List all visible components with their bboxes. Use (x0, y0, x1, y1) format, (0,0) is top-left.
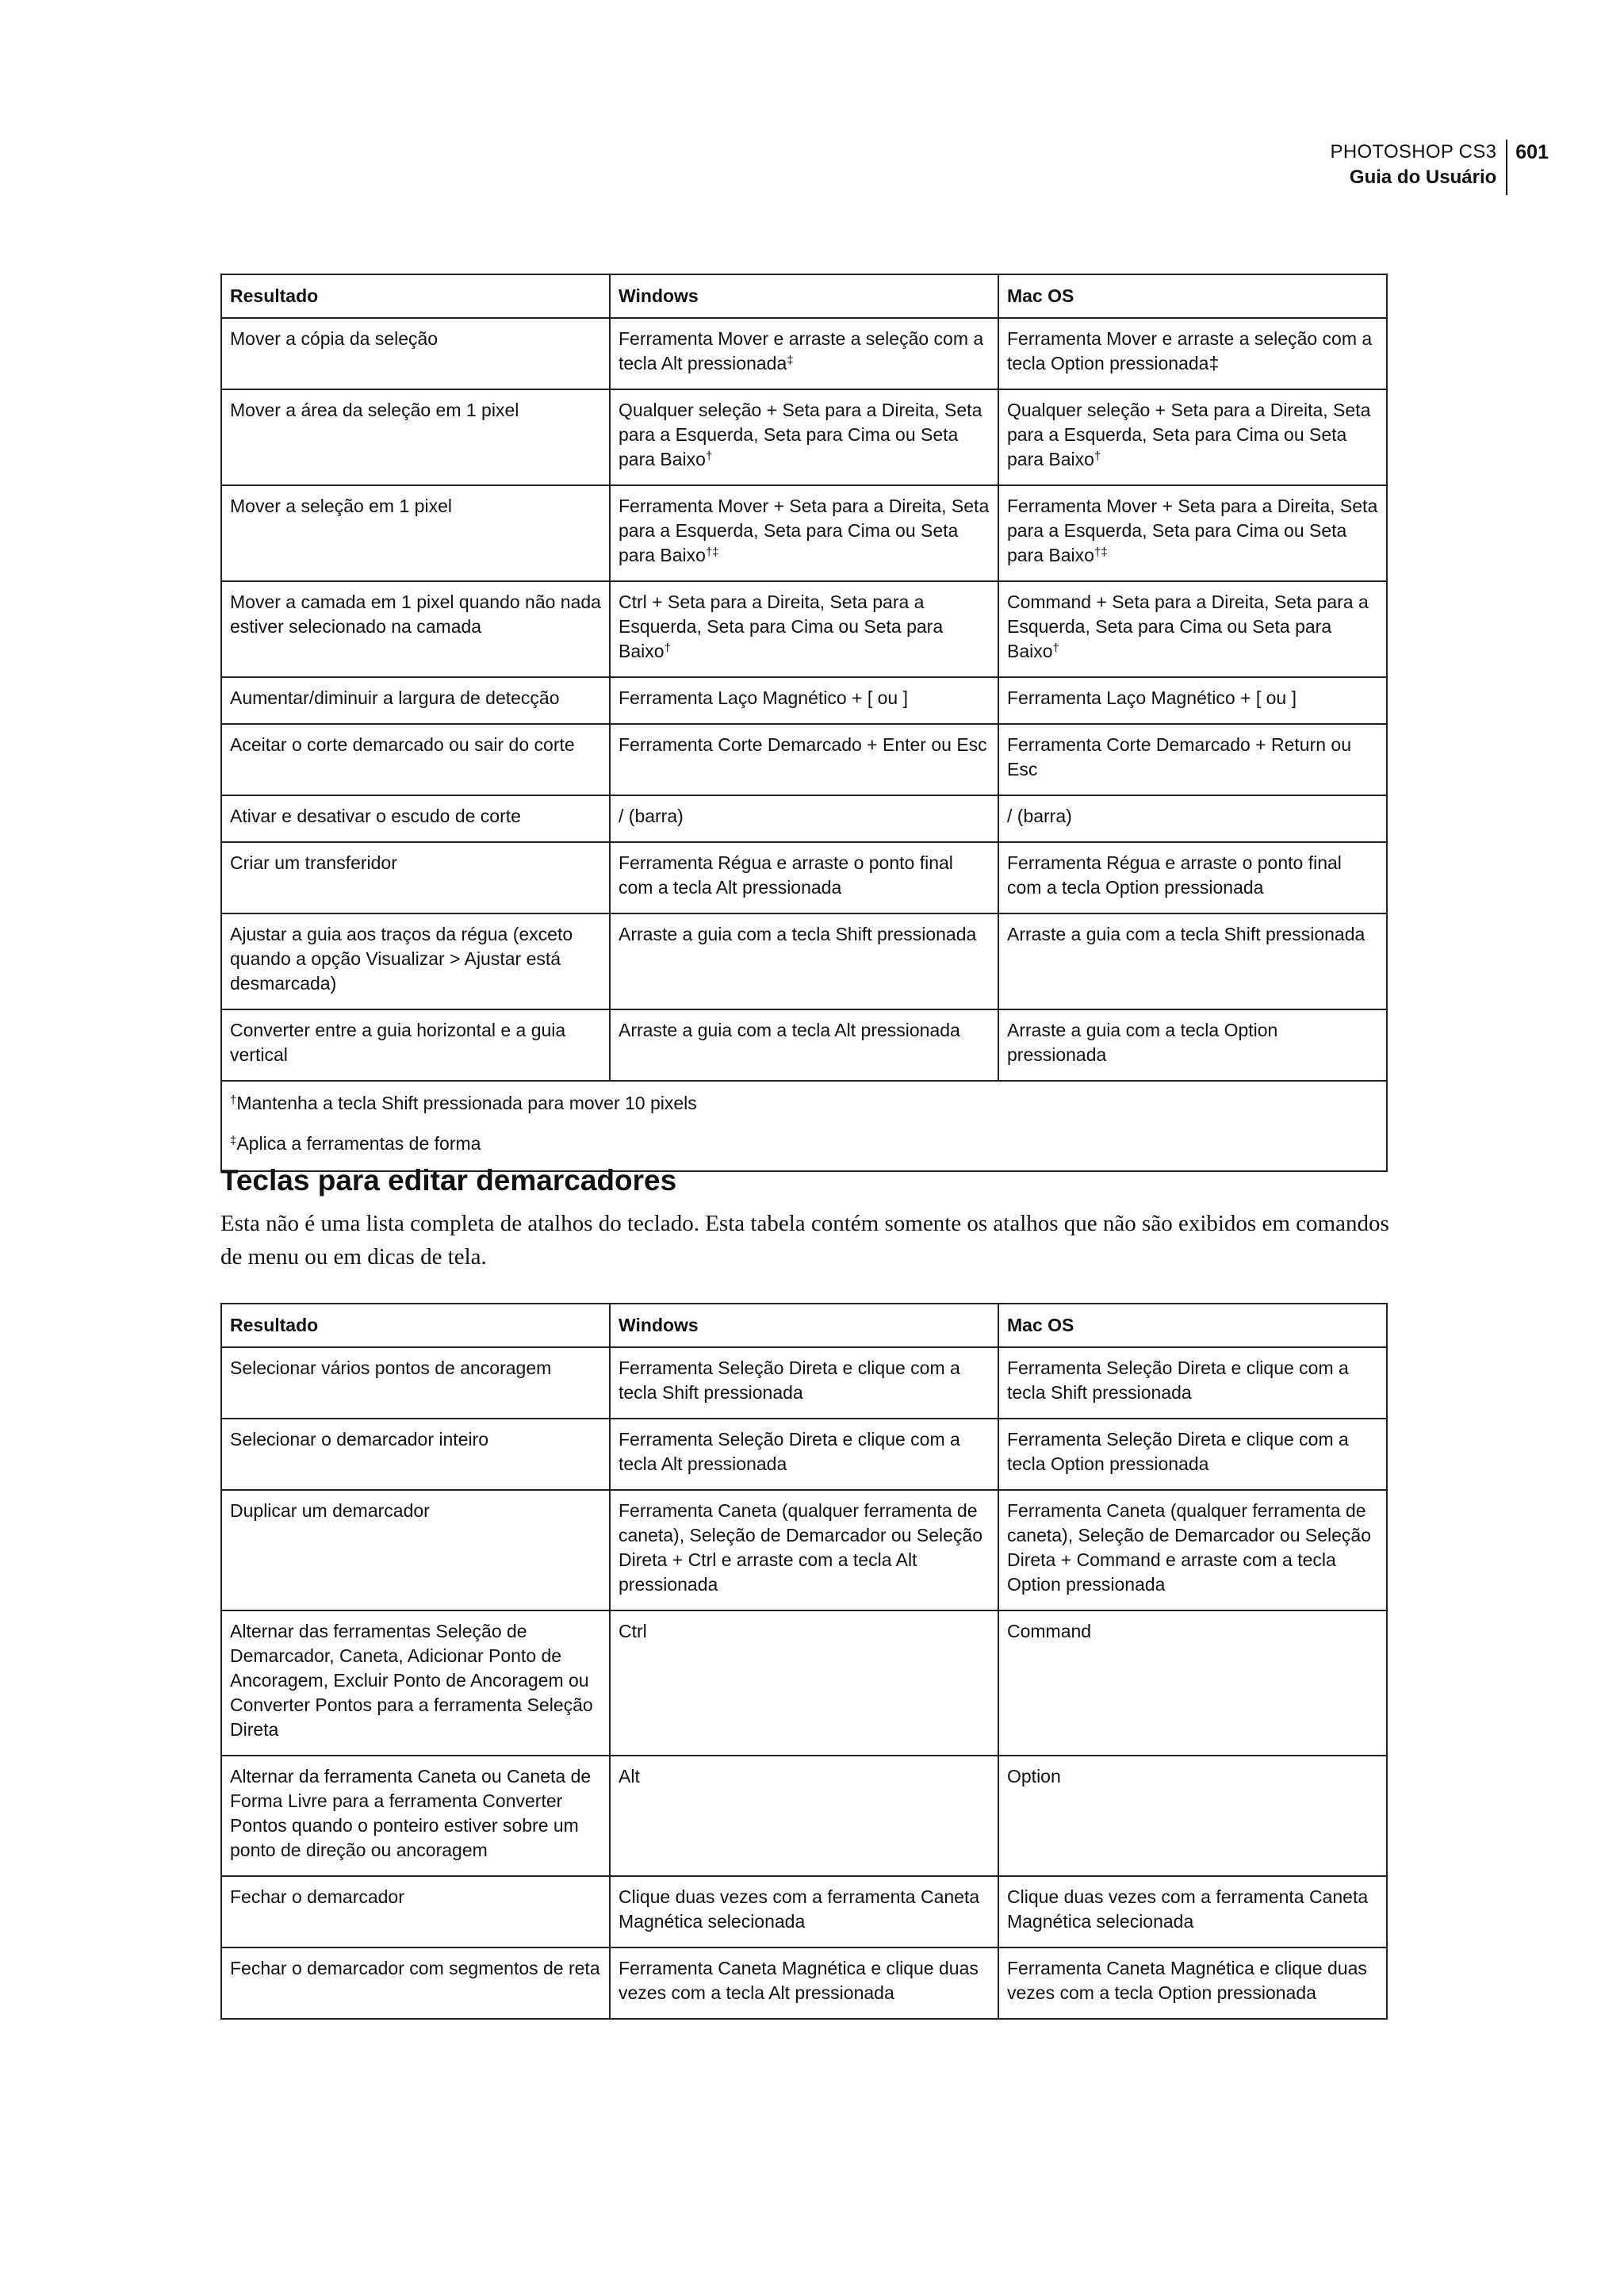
windows-cell (610, 485, 998, 581)
footnote-marker: †‡ (705, 546, 719, 559)
running-head-text (1331, 140, 1507, 195)
windows-cell: Ferramenta Caneta Magnética e clique duas vezes com a tecla Alt pressionada (610, 1947, 998, 2019)
guide-name: Guia do Usuário (1349, 167, 1497, 188)
mac-text: / (barra) (1007, 806, 1072, 826)
footnotes-cell (221, 1081, 1387, 1171)
mac-cell (998, 485, 1387, 581)
windows-text: Arraste a guia com a tecla Alt pressionada (619, 1020, 960, 1040)
footnote-shift (230, 1091, 1378, 1116)
footnote-marker: † (705, 450, 713, 463)
mac-cell: Ferramenta Seleção Direta e clique com a tecla Option pressionada (998, 1419, 1387, 1490)
footnote-marker: ‡ (230, 1134, 237, 1147)
table-row (221, 795, 1387, 842)
mac-cell (998, 318, 1387, 389)
windows-text: Ferramenta Mover + Seta para a Direita, Seta para a Esquerda, Seta para Cima ou Seta para Baixo (619, 496, 990, 565)
result-cell: Ativar e desativar o escudo de corte (221, 795, 610, 842)
table-row (221, 913, 1387, 1009)
mac-cell (998, 1009, 1387, 1081)
result-cell: Mover a área da seleção em 1 pixel (221, 389, 610, 485)
mac-cell: Option (998, 1756, 1387, 1876)
table-row (221, 842, 1387, 913)
footnote-marker: † (1052, 641, 1059, 655)
footnotes-row (221, 1081, 1387, 1171)
windows-cell (610, 389, 998, 485)
windows-cell (610, 677, 998, 724)
mac-text: Ferramenta Régua e arraste o ponto final com a tecla Option pressionada (1007, 852, 1342, 898)
footnote-text: Aplica a ferramentas de forma (236, 1133, 481, 1154)
result-cell: Aceitar o corte demarcado ou sair do corte (221, 724, 610, 795)
windows-text: Arraste a guia com a tecla Shift pressionada (619, 924, 977, 944)
result-cell: Duplicar um demarcador (221, 1490, 610, 1610)
table-row (221, 581, 1387, 677)
table-header-row (221, 274, 1387, 318)
column-header-mac: Mac OS (998, 274, 1387, 318)
section-title: Teclas para editar demarcadores (220, 1164, 677, 1197)
mac-cell (998, 677, 1387, 724)
mac-cell (998, 581, 1387, 677)
table-row (221, 1876, 1387, 1947)
windows-cell: Ferramenta Seleção Direta e clique com a tecla Shift pressionada (610, 1347, 998, 1419)
table-row (221, 485, 1387, 581)
column-header-windows: Windows (610, 1304, 998, 1347)
mac-text: Arraste a guia com a tecla Option pressionada (1007, 1020, 1278, 1065)
mac-text: Ferramenta Mover e arraste a seleção com a tecla Option pressionada‡ (1007, 328, 1373, 373)
product-name: PHOTOSHOP CS3 (1330, 141, 1497, 163)
table-row (221, 677, 1387, 724)
windows-cell (610, 1009, 998, 1081)
result-cell: Mover a seleção em 1 pixel (221, 485, 610, 581)
result-cell: Mover a cópia da seleção (221, 318, 610, 389)
column-header-result: Resultado (221, 1304, 610, 1347)
mac-text: Arraste a guia com a tecla Shift pressionada (1007, 924, 1365, 944)
table-row (221, 389, 1387, 485)
section-intro: Esta não é uma lista completa de atalhos do teclado. Esta tabela contém somente os atalhos que não são exibidos em comandos de menu ou em dicas de tela. (220, 1211, 1389, 1270)
mac-text: Ferramenta Laço Magnético + [ ou ] (1007, 687, 1297, 708)
mac-text: Ferramenta Corte Demarcado + Return ou Esc (1007, 734, 1352, 779)
windows-text: Ctrl + Seta para a Direita, Seta para a Esquerda, Seta para Cima ou Seta para Baixo (619, 592, 944, 661)
windows-cell: Clique duas vezes com a ferramenta Caneta Magnética selecionada (610, 1876, 998, 1947)
windows-cell: Ferramenta Seleção Direta e clique com a tecla Alt pressionada (610, 1419, 998, 1490)
result-cell: Converter entre a guia horizontal e a guia vertical (221, 1009, 610, 1081)
table-row (221, 1756, 1387, 1876)
table-header-row (221, 1304, 1387, 1347)
footnote-shape-tools (230, 1132, 1378, 1156)
mac-cell: Ferramenta Seleção Direta e clique com a tecla Shift pressionada (998, 1347, 1387, 1419)
table-row (221, 1419, 1387, 1490)
result-cell: Alternar da ferramenta Caneta ou Caneta de Forma Livre para a ferramenta Converter Pontos quando o ponteiro estiver sobre um ponto de direção ou ancoragem (221, 1756, 610, 1876)
result-cell: Selecionar o demarcador inteiro (221, 1419, 610, 1490)
running-head (1331, 140, 1549, 195)
column-header-result: Resultado (221, 274, 610, 318)
footnote-marker: ‡ (787, 354, 794, 367)
table-row (221, 1947, 1387, 2019)
table-row (221, 1610, 1387, 1756)
result-cell: Mover a camada em 1 pixel quando não nada estiver selecionado na camada (221, 581, 610, 677)
shortcuts-table-paths (220, 1303, 1388, 2020)
mac-cell (998, 913, 1387, 1009)
mac-cell (998, 724, 1387, 795)
result-cell: Ajustar a guia aos traços da régua (exceto quando a opção Visualizar > Ajustar está desmarcada) (221, 913, 610, 1009)
mac-cell: Command (998, 1610, 1387, 1756)
mac-text: Command + Seta para a Direita, Seta para a Esquerda, Seta para Cima ou Seta para Baixo (1007, 592, 1369, 661)
windows-cell (610, 795, 998, 842)
windows-cell (610, 581, 998, 677)
windows-cell: Ctrl (610, 1610, 998, 1756)
result-cell: Fechar o demarcador (221, 1876, 610, 1947)
table-row (221, 1347, 1387, 1419)
windows-text: Ferramenta Mover e arraste a seleção com a tecla Alt pressionada (619, 328, 984, 373)
windows-cell: Ferramenta Caneta (qualquer ferramenta de caneta), Seleção de Demarcador ou Seleção Direta + Ctrl e arraste com a tecla Alt pressionada (610, 1490, 998, 1610)
footnote-marker: † (230, 1093, 237, 1107)
windows-text: Ferramenta Régua e arraste o ponto final com a tecla Alt pressionada (619, 852, 953, 898)
result-cell: Fechar o demarcador com segmentos de reta (221, 1947, 610, 2019)
table-row (221, 1490, 1387, 1610)
windows-cell: Alt (610, 1756, 998, 1876)
footnote-marker: †‡ (1094, 546, 1108, 559)
windows-text: Ferramenta Laço Magnético + [ ou ] (619, 687, 909, 708)
table-row (221, 1009, 1387, 1081)
column-header-mac: Mac OS (998, 1304, 1387, 1347)
windows-cell (610, 913, 998, 1009)
mac-cell (998, 389, 1387, 485)
result-cell: Alternar das ferramentas Seleção de Demarcador, Caneta, Adicionar Ponto de Ancoragem, Excluir Ponto de Ancoragem ou Converter Pontos para a ferramenta Seleção Direta (221, 1610, 610, 1756)
page-number: 601 (1515, 141, 1549, 163)
windows-cell (610, 318, 998, 389)
windows-text: Ferramenta Corte Demarcado + Enter ou Esc (619, 734, 987, 755)
windows-cell (610, 724, 998, 795)
windows-text: Qualquer seleção + Seta para a Direita, Seta para a Esquerda, Seta para Cima ou Seta para Baixo (619, 400, 982, 469)
result-cell: Selecionar vários pontos de ancoragem (221, 1347, 610, 1419)
windows-text: / (barra) (619, 806, 684, 826)
mac-text: Ferramenta Mover + Seta para a Direita, Seta para a Esquerda, Seta para Cima ou Seta para Baixo (1007, 496, 1378, 565)
table-row (221, 318, 1387, 389)
mac-cell (998, 842, 1387, 913)
table-row (221, 724, 1387, 795)
result-cell: Criar um transferidor (221, 842, 610, 913)
header-divider (1506, 140, 1507, 195)
footnote-text: Mantenha a tecla Shift pressionada para mover 10 pixels (236, 1093, 697, 1113)
mac-text: Qualquer seleção + Seta para a Direita, Seta para a Esquerda, Seta para Cima ou Seta para Baixo (1007, 400, 1371, 469)
mac-cell: Clique duas vezes com a ferramenta Caneta Magnética selecionada (998, 1876, 1387, 1947)
column-header-windows: Windows (610, 274, 998, 318)
result-cell: Aumentar/diminuir a largura de detecção (221, 677, 610, 724)
mac-cell (998, 795, 1387, 842)
windows-cell (610, 842, 998, 913)
mac-cell: Ferramenta Caneta (qualquer ferramenta de caneta), Seleção de Demarcador ou Seleção Direta + Command e arraste com a tecla Option pressionada (998, 1490, 1387, 1610)
shortcuts-table-selection (220, 274, 1388, 1172)
footnote-marker: † (1094, 450, 1101, 463)
footnote-marker: † (664, 641, 671, 655)
mac-cell: Ferramenta Caneta Magnética e clique duas vezes com a tecla Option pressionada (998, 1947, 1387, 2019)
